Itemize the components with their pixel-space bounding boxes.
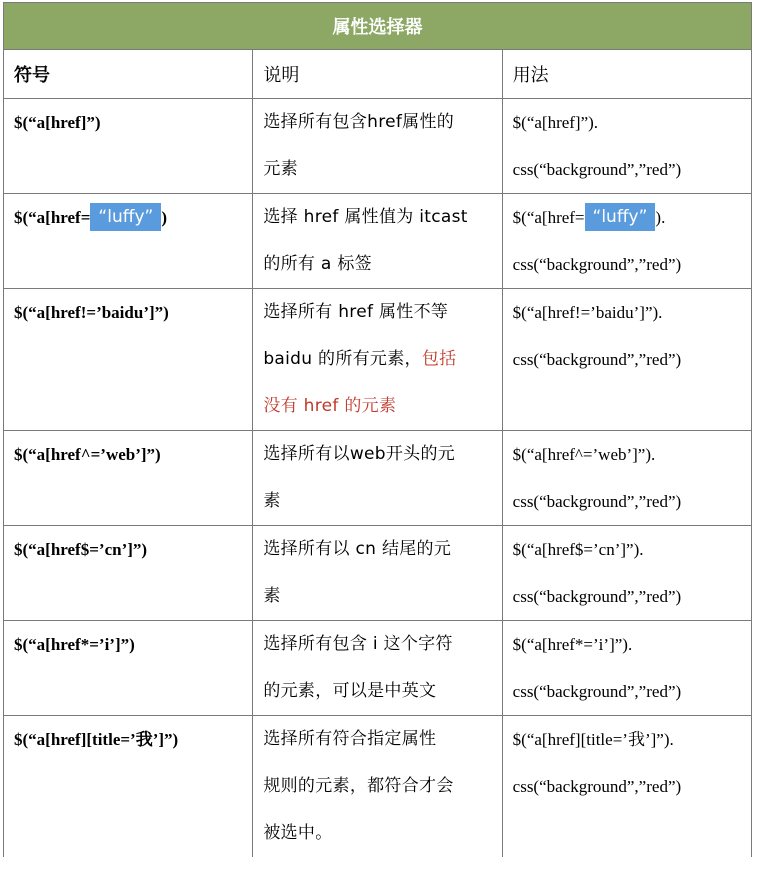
symbol-cell [4, 194, 253, 289]
usage-line: $(“a[href!=’baidu’]”). [512, 303, 663, 322]
description-line: 选择所有以web开头的元 [263, 444, 456, 464]
usage-cell [502, 526, 751, 621]
description-line: 元素 [263, 159, 298, 179]
description-line: 规则的元素，都符合才会 [263, 776, 454, 796]
symbol-cell: $(“a[href$=’cn’]”) [4, 526, 253, 621]
selection-highlight: “luffy” [585, 203, 656, 231]
usage-line: $(“a[href]”). [512, 113, 599, 132]
description-cell [253, 431, 502, 526]
usage-line: $(“a[href*=’i’]”). [512, 635, 633, 654]
usage-line: css(“background”,”red”) [512, 255, 682, 274]
usage-cell [502, 289, 751, 431]
header-description: 说明 [253, 50, 502, 99]
symbol-cell: $(“a[href][title=’我’]”) [4, 716, 253, 858]
usage-line: $(“a[href$=’cn’]”). [512, 540, 644, 559]
usage-line: css(“background”,”red”) [512, 682, 682, 701]
description-cell [253, 526, 502, 621]
table-row [4, 716, 752, 858]
usage-line: css(“background”,”red”) [512, 492, 682, 511]
description-line: 选择所有以 cn 结尾的元 [263, 539, 452, 559]
description-line: 素 [263, 586, 281, 606]
description-line: 选择所有 href 属性不等 [263, 302, 449, 322]
description-line: 的元素，可以是中英文 [263, 681, 437, 701]
attribute-selector-table [3, 2, 752, 857]
description-cell [253, 289, 502, 431]
description-line: 选择所有符合指定属性 [263, 729, 437, 749]
table-row [4, 526, 752, 621]
description-line: 选择所有包含 i 这个字符 [263, 634, 453, 654]
usage-cell [502, 621, 751, 716]
description-line: baidu 的所有元素， [263, 349, 422, 369]
usage-prefix: $(“a[href= [512, 208, 585, 227]
usage-line: $(“a[href^=’web’]”). [512, 445, 656, 464]
usage-line: css(“background”,”red”) [512, 160, 682, 179]
description-line: 的所有 a 标签 [263, 254, 372, 274]
table-row [4, 431, 752, 526]
symbol-cell: $(“a[href]”) [4, 99, 253, 194]
usage-line: css(“background”,”red”) [512, 350, 682, 369]
table-row [4, 99, 752, 194]
usage-suffix: ). [655, 208, 666, 227]
symbol-cell: $(“a[href*=’i’]”) [4, 621, 253, 716]
table-row [4, 289, 752, 431]
symbol-cell: $(“a[href^=’web’]”) [4, 431, 253, 526]
description-cell [253, 716, 502, 858]
symbol-suffix: ) [161, 208, 167, 227]
selection-highlight: “luffy” [90, 203, 161, 231]
usage-line: css(“background”,”red”) [512, 777, 682, 796]
usage-cell [502, 716, 751, 858]
usage-cell [502, 99, 751, 194]
table-row [4, 621, 752, 716]
description-note-red: 没有 href 的元素 [263, 396, 397, 416]
description-cell [253, 194, 502, 289]
description-cell [253, 621, 502, 716]
header-row [4, 50, 752, 99]
header-symbol: 符号 [4, 50, 253, 99]
header-usage: 用法 [502, 50, 751, 99]
symbol-cell: $(“a[href!=’baidu’]”) [4, 289, 253, 431]
description-line: 选择所有包含href属性的 [263, 112, 455, 132]
description-line: 素 [263, 491, 281, 511]
description-line: 选择 href 属性值为 itcast [263, 207, 468, 227]
usage-cell [502, 194, 751, 289]
table-row [4, 194, 752, 289]
usage-line: $(“a[href][title=’我’]”). [512, 730, 674, 749]
usage-cell [502, 431, 751, 526]
description-cell [253, 99, 502, 194]
symbol-prefix: $(“a[href= [14, 208, 91, 227]
usage-line: css(“background”,”red”) [512, 587, 682, 606]
table-title: 属性选择器 [4, 3, 752, 50]
description-line: 被选中。 [263, 823, 333, 843]
description-note-red: 包括 [421, 349, 457, 369]
